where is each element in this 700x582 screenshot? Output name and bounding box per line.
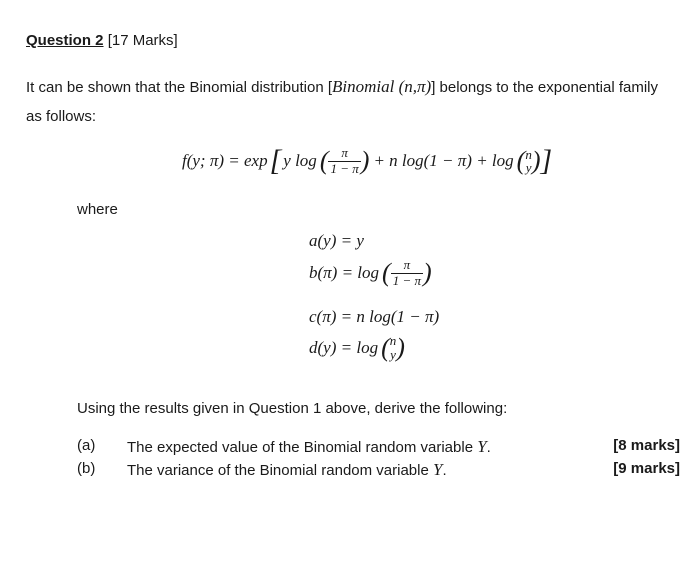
definition-d [309,334,405,361]
intro-text-post: ] belongs to the exponential family [431,79,658,96]
right-paren: ) [360,146,370,176]
b-denominator: 1 − π [392,272,422,288]
part-b-text-pre: The variance of the Binomial random variable [127,462,433,479]
part-a-label: (a) [77,437,96,454]
definition-b [309,258,432,289]
binom-bottom: y [525,160,532,176]
part-a-text-post: . [486,439,491,456]
b-numerator: π [391,258,423,274]
question-label: Question 2 [26,32,104,49]
intro-text-pre: It can be shown that the Binomial distribution [ [26,79,333,96]
definition-b-fraction [391,258,423,289]
d-binom-bottom: y [390,346,396,362]
part-b-variable: Y [433,460,443,479]
instructions-text: Using the results given in Question 1 above, derive the following: [77,400,508,417]
definition-b-lhs: b(π) = log [309,263,380,283]
part-a-variable: Y [477,437,487,456]
part-b-text-post: . [442,462,447,479]
intro-line-2: as follows: [26,108,97,125]
marks-total: [17 Marks] [107,32,178,49]
equation-lhs: f(y; π) = exp [182,151,268,171]
d-left-paren: ( [381,332,390,362]
definition-d-lhs: d(y) = log [309,337,379,357]
part-b-label: (b) [77,460,96,477]
part-a-text-pre: The expected value of the Binomial random variable [127,439,478,456]
equation-ylog: y log [283,151,317,171]
fraction-numerator: π [328,146,360,162]
right-bracket: ] [540,144,553,178]
fraction-denominator: 1 − π [330,160,359,176]
left-bracket: [ [269,144,282,178]
part-a-marks: [8 marks] [613,437,680,454]
d-binom-top: n [389,333,397,348]
b-left-paren: ( [382,258,391,288]
intro-math: Binomial (n,π) [332,77,432,96]
d-right-paren: ) [396,332,405,362]
main-equation [182,146,552,177]
part-b-text [127,460,447,480]
binom-left-paren: ( [516,146,526,176]
definition-c: c(π) = n log(1 − π) [309,307,440,326]
binom-right-paren: ) [531,146,541,176]
question-header [26,32,178,49]
equation-middle: + n log(1 − π) + log [373,151,514,171]
part-b-marks: [9 marks] [613,460,680,477]
where-label: where [77,201,118,218]
intro-line-1 [26,77,658,97]
definition-a: a(y) = y [309,231,364,250]
part-a-text [127,437,491,457]
binom-top: n [525,146,532,162]
left-paren: ( [319,146,329,176]
b-right-paren: ) [423,258,432,288]
equation-fraction [328,146,360,177]
